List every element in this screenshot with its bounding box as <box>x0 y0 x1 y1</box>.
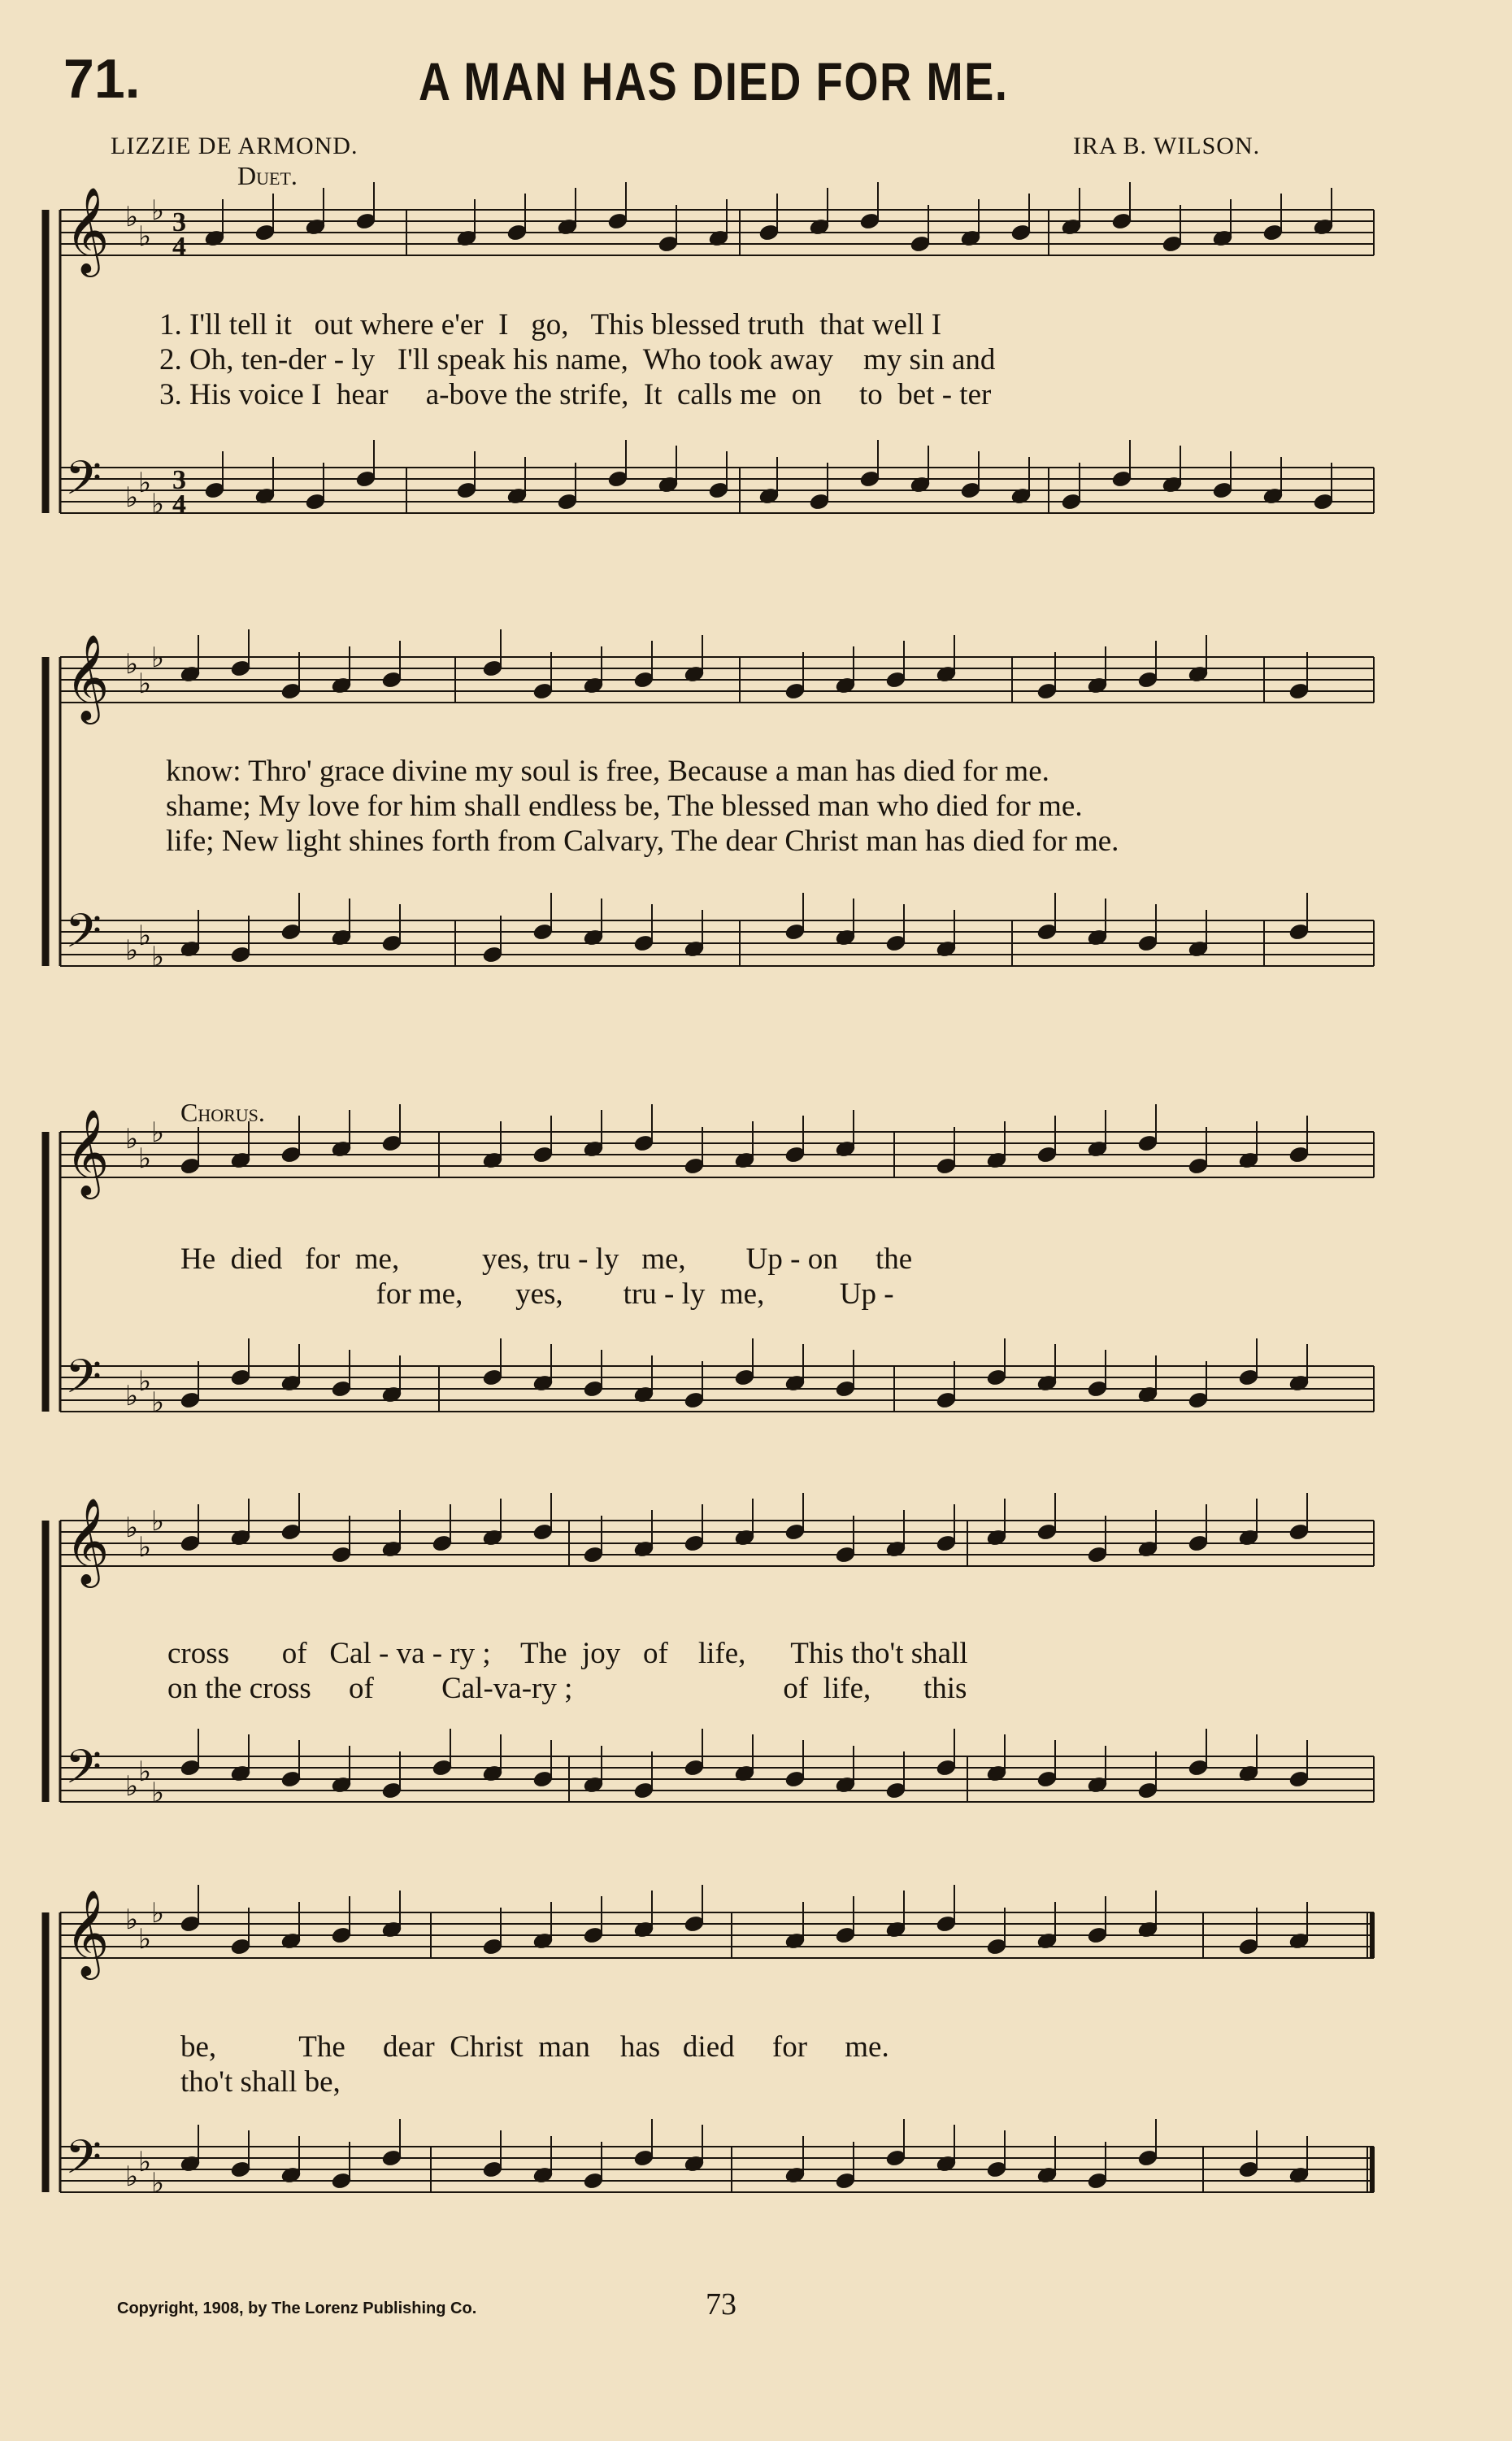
flat-sign: ♭ <box>125 650 139 680</box>
chorus-label: Chorus. <box>180 1098 265 1127</box>
flat-sign: ♭ <box>138 669 152 699</box>
hymn-title: A MAN HAS DIED FOR ME. <box>419 51 1009 111</box>
flat-sign: ♭ <box>125 483 139 513</box>
treble-clef: 𝄞 <box>65 1497 110 1584</box>
hymn-number: 71. <box>63 48 141 110</box>
flat-sign: ♭ <box>125 1772 139 1802</box>
time-signature: 4 <box>172 490 186 520</box>
verse1-line1: 1. I'll tell it out where e'er I go, This blessed truth that well I <box>159 308 942 342</box>
flat-sign: ♭ <box>138 1925 152 1955</box>
chorus-line2-melody: cross of Cal - va - ry ; The joy of life, This tho't shall <box>167 1637 968 1670</box>
flat-sign: ♭ <box>138 1757 152 1787</box>
flat-sign: ♭ <box>151 490 165 520</box>
chorus-line3-melody: be, The dear Christ man has died for me. <box>180 2030 889 2064</box>
flat-sign: ♭ <box>125 1905 139 1935</box>
flat-sign: ♭ <box>151 643 165 673</box>
chorus-line3-echo: tho't shall be, <box>180 2065 341 2099</box>
lyricist-credit: LIZZIE DE ARMOND. <box>111 133 358 159</box>
chorus-line1-melody: He died for me, yes, tru - ly me, Up - on the <box>180 1242 913 1276</box>
flat-sign: ♭ <box>138 1144 152 1174</box>
flat-sign: ♭ <box>138 1533 152 1563</box>
flat-sign: ♭ <box>151 1388 165 1418</box>
flat-sign: ♭ <box>125 1381 139 1412</box>
bass-clef: 𝄢 <box>65 903 102 970</box>
flat-sign: ♭ <box>151 1507 165 1537</box>
time-signature: 3 <box>172 465 186 495</box>
verse1-line2: know: Thro' grace divine my soul is free, Because a man has died for me. <box>166 755 1049 788</box>
verse2-line2: shame; My love for him shall endless be, The blessed man who died for me. <box>166 790 1083 823</box>
flat-sign: ♭ <box>138 921 152 951</box>
flat-sign: ♭ <box>125 2162 139 2192</box>
treble-clef: 𝄞 <box>65 633 110 720</box>
bass-clef: 𝄢 <box>65 2130 102 2196</box>
chorus-line2-echo: on the cross of Cal-va-ry ; of life, this <box>167 1672 967 1705</box>
chorus-line1-echo: for me, yes, tru - ly me, Up - <box>180 1277 894 1311</box>
duet-label: Duet. <box>237 161 298 190</box>
flat-sign: ♭ <box>151 1899 165 1929</box>
composer-credit: IRA B. WILSON. <box>1073 133 1261 159</box>
flat-sign: ♭ <box>125 936 139 966</box>
bass-clef: 𝄢 <box>65 450 102 517</box>
flat-sign: ♭ <box>151 196 165 226</box>
flat-sign: ♭ <box>125 1125 139 1155</box>
flat-sign: ♭ <box>151 2169 165 2199</box>
flat-sign: ♭ <box>138 222 152 252</box>
flat-sign: ♭ <box>138 1367 152 1397</box>
time-signature: 3 <box>172 207 186 237</box>
flat-sign: ♭ <box>151 1118 165 1148</box>
bass-clef: 𝄢 <box>65 1739 102 1806</box>
verse3-line2: life; New light shines forth from Calvary, The dear Christ man has died for me. <box>166 825 1119 858</box>
treble-clef: 𝄞 <box>65 186 110 273</box>
copyright-notice: Copyright, 1908, by The Lorenz Publishing Co. <box>117 2300 477 2317</box>
flat-sign: ♭ <box>151 1778 165 1808</box>
flat-sign: ♭ <box>151 942 165 972</box>
time-signature: 4 <box>172 232 186 262</box>
treble-clef: 𝄞 <box>65 1889 110 1976</box>
flat-sign: ♭ <box>125 1513 139 1543</box>
treble-clef: 𝄞 <box>65 1108 110 1195</box>
flat-sign: ♭ <box>125 202 139 233</box>
verse3-line1: 3. His voice I hear a-bove the strife, It calls me on to bet - ter <box>159 378 992 411</box>
flat-sign: ♭ <box>138 468 152 498</box>
page-number: 73 <box>706 2287 736 2321</box>
flat-sign: ♭ <box>138 2147 152 2178</box>
bass-clef: 𝄢 <box>65 1349 102 1416</box>
verse2-line1: 2. Oh, ten-der - ly I'll speak his name, Who took away my sin and <box>159 343 996 376</box>
